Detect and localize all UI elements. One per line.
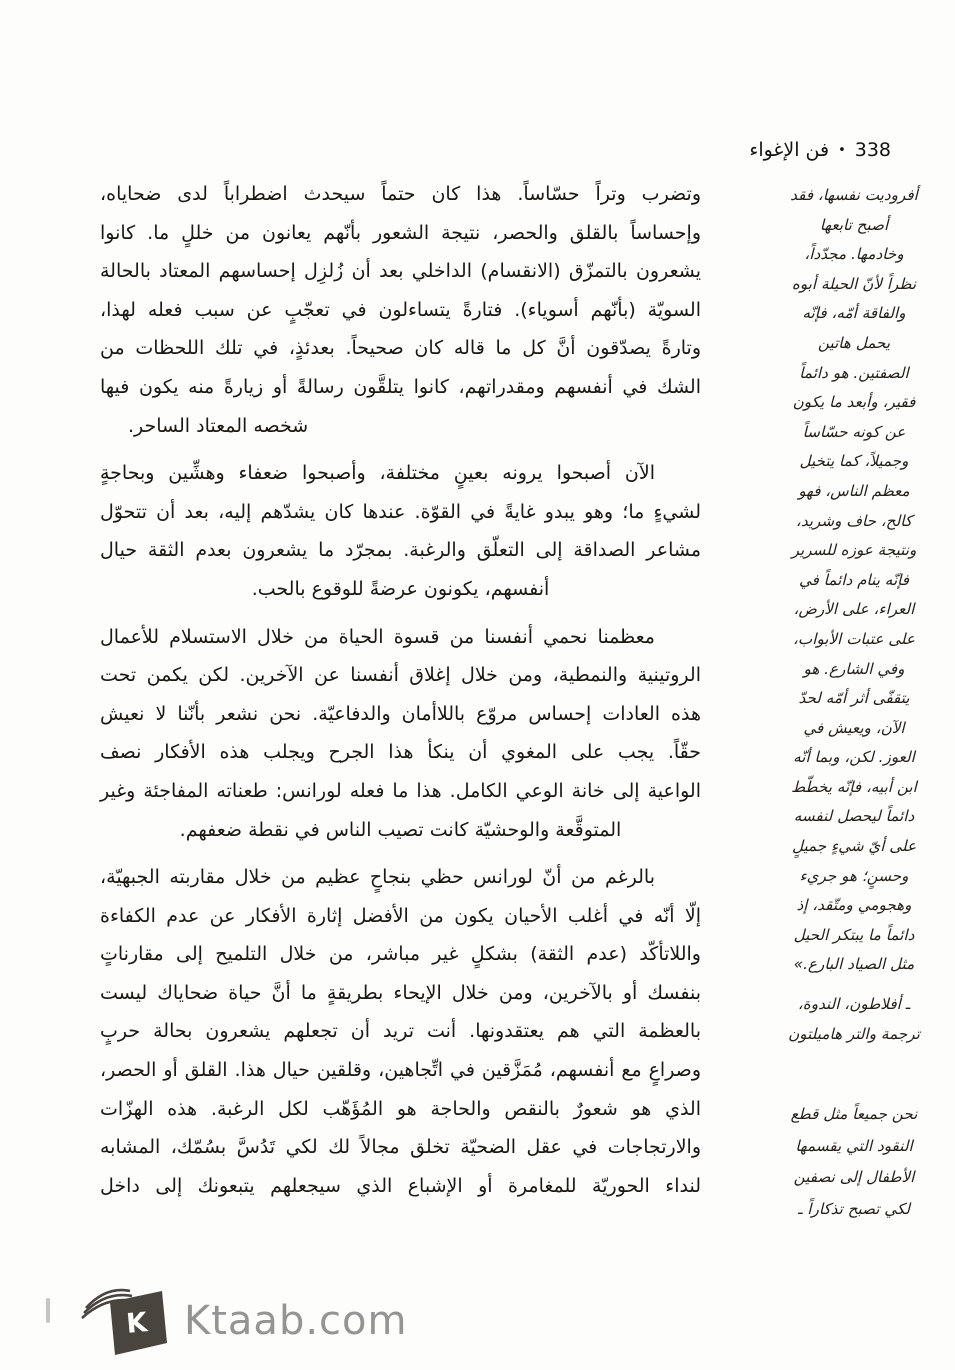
margin-note-line: وجميلاً، كما يتخيل <box>799 452 909 471</box>
body-line: المتوقَّعة والوحشيّة كانت تصيب الناس في نقطة ضعفهم. <box>179 818 622 841</box>
margin-note-line: على عتبات الأبواب، <box>793 629 915 648</box>
bullet-separator: • <box>838 143 846 158</box>
margin-note-line: يحمل هاتين <box>817 333 891 352</box>
margin-attribution-line: ترجمة والتر هاميلتون <box>788 1024 920 1043</box>
body-line: السويّة (بأنّهم أسوياء). فتارةً يتساءلون في تعجّبٍ عن سبب فعله لهذا، <box>100 298 701 321</box>
open-book-icon <box>74 1280 178 1356</box>
body-line: بالعظمة التي هم يعتقدونها. أنت تريد أن تجعلهم يشعرون بحالة حربٍ <box>100 1020 701 1043</box>
margin-notes-column <box>771 181 937 1225</box>
body-line: والارتجاجات في عقل الضحيّة تخلق مجالاً لك لكي تَدُسَّ بسُمّك، المشابه <box>100 1136 701 1159</box>
margin-note-line: دائماً ليحصل لنفسه <box>793 807 915 826</box>
margin-note-line: الأطفال إلى نصفين <box>793 1168 915 1187</box>
body-line: شخصه المعتاد الساحر. <box>128 414 309 437</box>
margin-note-line: وهجومي ومتّقد، إذ <box>796 896 912 915</box>
body-text-column <box>100 175 701 1214</box>
margin-note-line: العراء، على الأرض، <box>793 600 915 619</box>
body-line: أنفسهم، يكونون عرضةً للوقوع بالحب. <box>251 577 550 600</box>
body-line: هذه العادات إحساس مروّع باللاأمان والدفاعيّة. نحن نشعر بأنّنا لا نعيش <box>100 702 701 725</box>
body-line: الذي هو شعورٌ بالنقص والحاجة هو المُؤَهّب لكل الرغبة. هذه الهزّات <box>100 1097 701 1120</box>
body-line: بنفسك أو بالآخرين، ومن خلال الإيحاء بطريقةٍ ما أنَّ حياة ضحاياك ليست <box>100 981 701 1004</box>
body-line: لنداء الحوريّة للمغامرة أو الإشباع الذي سيجعلهم يتبعونك إلى داخل <box>100 1174 701 1197</box>
body-line: بالرغم من أنّ لورانس حظي بنجاحٍ عظيم من خلال مقاربته الجبهيّة، <box>100 866 655 889</box>
body-line: وتارةً يصدّقون أنَّ كل ما قاله كان صحيحاً. بعدئذٍ، في تلك اللحظات من <box>100 337 701 360</box>
margin-note-line: الآن، ويعيش في <box>803 718 905 737</box>
margin-note-line: نحن جميعاً مثل قطع <box>790 1105 918 1124</box>
margin-note-line: معظم الناس، فهو <box>798 481 910 500</box>
body-line: وإحساساً بالقلق والحصر، نتيجة الشعور بأنّهم يعانون من خللٍ ما. كانوا <box>100 221 701 244</box>
margin-note-line: ابن أبيه، فإنّه يخطّط <box>791 777 917 796</box>
margin-note-line: ونتيجة عوزه للسرير <box>791 541 917 560</box>
body-line: واللاتأكّد (عدم الثقة) بشكلٍ غير مباشر، من خلال التلميح إلى مقارناتٍ <box>100 943 701 966</box>
page-number: 338 <box>854 139 891 161</box>
ktaab-logo-text: Ktaab.com <box>184 1298 408 1344</box>
body-line: وتضرب وتراً حسّاساً. هذا كان حتماً سيحدث اضطراباً لدى ضحاياه، <box>100 183 701 205</box>
margin-note-line: العوز. لكن، وبما أنّه <box>793 748 915 767</box>
paragraph <box>100 175 701 445</box>
margin-note-line: والفاقة أمّه، فإنّه <box>802 304 906 323</box>
margin-note-line: كالح، حاف وشريد، <box>795 511 913 530</box>
margin-quote-attribution <box>771 990 937 1049</box>
margin-note-line: مثل الصياد البارع.» <box>793 955 915 974</box>
body-line: لشيءٍ ما؛ وهو يبدو غايةً في القوّة. عندها كان يشدّهم إليه، بعد أن تتحوّل <box>100 500 701 523</box>
body-line: الشك في أنفسهم ومقدراتهم، كانوا يتلقَّون رسالةً أو زيارةً منه يكون فيها <box>100 375 701 398</box>
body-line: حقّاً. يجب على المغوي أن ينكأ هذا الجرح ويجلب هذه الأفكار نصف <box>100 741 701 764</box>
margin-note-line: وفي الشارع. هو <box>803 659 905 678</box>
body-line: الروتينية والنمطية، ومن خلال إغلاق أنفسنا عن الآخرين. لكن يكمن تحت <box>100 664 701 687</box>
margin-note-line: يتقفّى أثر أمّه لحدّ <box>798 689 910 708</box>
body-line: الآن أصبحوا يرونه بعينٍ مختلفة، وأصبحوا ضعفاء وهشِّين وبحاجةٍ <box>100 462 655 485</box>
running-head <box>749 138 891 163</box>
site-footer <box>0 1278 955 1358</box>
margin-note-line: وخادمها. مجدّداً، <box>804 245 904 264</box>
body-line: معظمنا نحمي أنفسنا من قسوة الحياة من خلال الاستسلام للأعمال <box>100 625 655 648</box>
body-line: يشعرون بالتمزّق (الانقسام) الداخلي بعد أن زُلزِل إحساسهم المعتاد بالحالة <box>100 260 701 283</box>
paragraph <box>100 858 701 1205</box>
margin-note-line: أفروديت نفسها، فقد <box>790 186 918 204</box>
margin-note-line: دائماً ما يبتكر الحيل <box>793 925 915 944</box>
margin-note-line: على أيّ شيءٍ جميلٍ <box>791 837 917 856</box>
svg-text:K: K <box>125 1307 149 1340</box>
margin-note-line: فقير، وأبعد ما يكون <box>792 393 916 412</box>
scan-artifact-mark <box>46 1298 50 1323</box>
paragraph <box>100 454 701 608</box>
margin-note-line: وحسنٍ؛ هو جريء <box>799 866 909 885</box>
body-line: الواعية إلى خانة الوعي الكامل. هذا ما فعله لورانس: طعناته المفاجئة وغير <box>100 779 701 802</box>
paragraph <box>100 618 701 850</box>
margin-note-line: فإنّه ينام دائماً في <box>798 570 910 589</box>
margin-note-line: أصبح تابعها <box>819 215 889 234</box>
margin-attribution-line: ـ أفلاطون، الندوة، <box>797 995 911 1014</box>
margin-note-line: عن كونه حسّاساً <box>802 422 906 441</box>
body-line: إلّا أنّه في أغلب الأحيان يكون من الأفضل إثارة الأفكار عن عدم الكفاءة <box>100 904 701 927</box>
body-line: مشاعر الصداقة إلى التعلّق والرغبة. بمجرّد ما يشعرون بعدم الثقة حيال <box>100 539 701 562</box>
margin-note-line: نظراً لأنّ الحيلة أبوه <box>791 274 917 293</box>
margin-quote-coins <box>771 1099 937 1225</box>
margin-note-line: الصفتين. هو دائماً <box>799 363 909 382</box>
margin-quote-plato <box>771 181 937 980</box>
margin-note-line: النقود التي يقسمها <box>795 1136 913 1155</box>
margin-note-line: لكي تصبح تذكاراً ـ <box>797 1199 910 1218</box>
body-line: وصراعٍ مع أنفسهم، مُمَزَّقين في اتِّجاهين، وقلقين حيال هذا. القلق أو الحصر، <box>100 1059 701 1082</box>
book-title: فن الإغواء <box>749 139 830 161</box>
